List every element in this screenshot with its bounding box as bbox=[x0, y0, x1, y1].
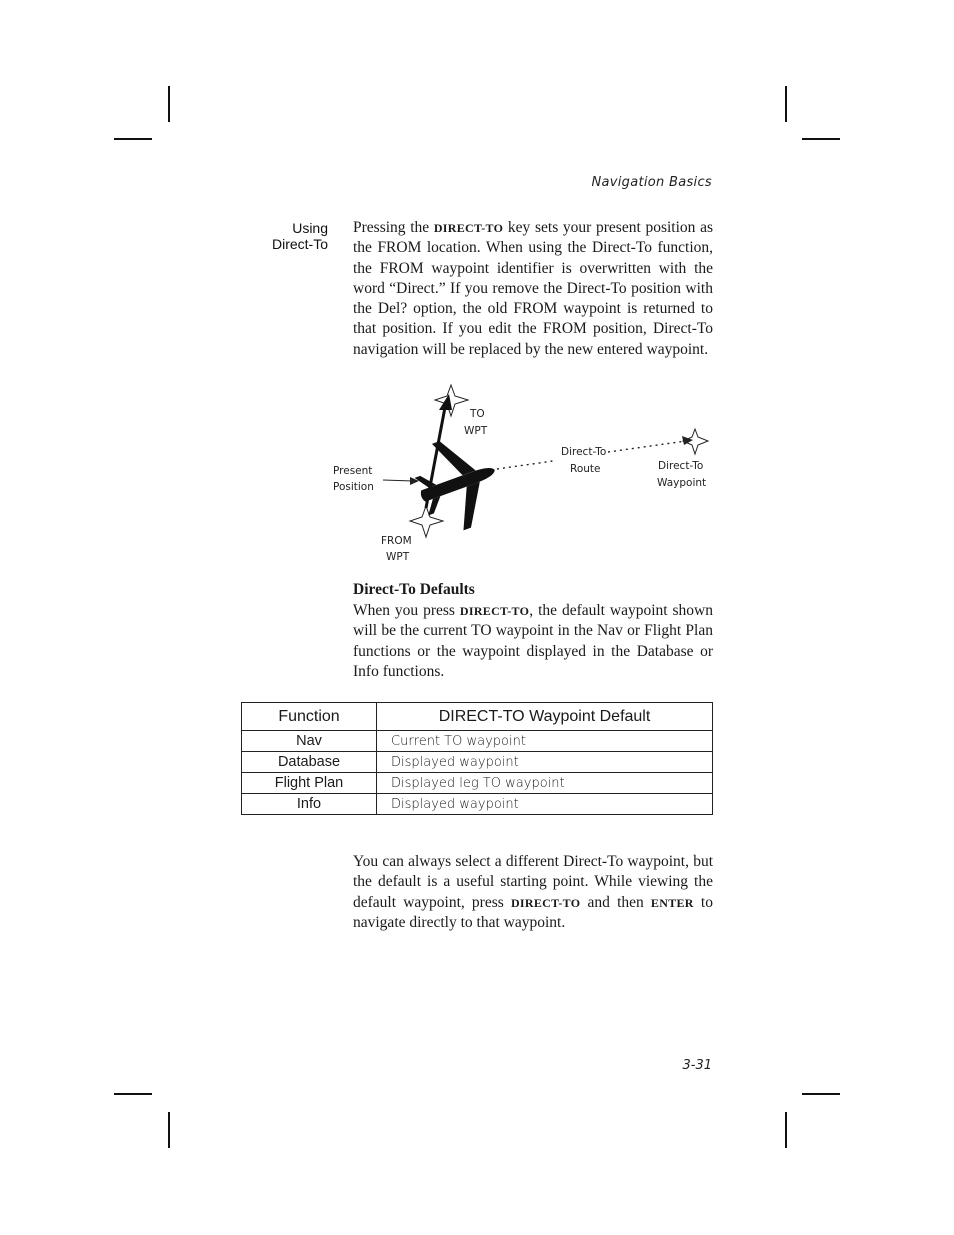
defaults-table bbox=[241, 702, 713, 815]
key-name: DIRECT-TO bbox=[433, 221, 504, 235]
crop-mark bbox=[114, 1093, 152, 1095]
column-header: Function bbox=[242, 703, 377, 731]
page-number: 3-31 bbox=[682, 1058, 712, 1073]
table-row bbox=[242, 731, 713, 752]
route-label: Route bbox=[570, 463, 601, 475]
to-wpt-label: WPT bbox=[464, 425, 488, 437]
from-wpt-label: WPT bbox=[386, 551, 410, 563]
text-run: to navigate directly to that waypoint. bbox=[353, 893, 713, 931]
crop-mark bbox=[785, 86, 787, 122]
present-position-label: Present bbox=[333, 465, 373, 477]
running-header: Navigation Basics bbox=[591, 175, 712, 190]
to-waypoint-icon bbox=[435, 385, 468, 416]
text-run: You can always select a different Direct-To waypoint, but the default is a useful starting point. While viewing the default waypoint, press bbox=[353, 853, 713, 911]
table-row bbox=[242, 752, 713, 773]
from-wpt-label: FROM bbox=[381, 535, 412, 547]
function-cell: Nav bbox=[242, 731, 377, 752]
key-name: DIRECT-TO bbox=[459, 604, 530, 618]
to-wpt-label: TO bbox=[470, 408, 485, 420]
column-header: DIRECT-TO Waypoint Default bbox=[377, 703, 713, 731]
text-run: and then bbox=[580, 893, 651, 911]
default-cell: Displayed waypoint bbox=[377, 794, 713, 815]
crop-mark bbox=[785, 1112, 787, 1148]
key-name: DIRECT-TO bbox=[510, 895, 581, 910]
defaults-heading: Direct-To Defaults bbox=[353, 581, 475, 598]
default-cell: Displayed leg TO waypoint bbox=[377, 773, 713, 794]
present-position-pointer bbox=[383, 480, 413, 481]
section-side-heading bbox=[240, 220, 328, 252]
crop-mark bbox=[168, 1112, 170, 1148]
function-cell: Flight Plan bbox=[242, 773, 377, 794]
side-heading-line2: Direct-To bbox=[271, 236, 328, 252]
defaults-paragraph bbox=[353, 601, 713, 682]
text-run: , the default waypoint shown will be the current TO waypoint in the Nav or Flight Plan functions or the waypoint displayed in the Database or Info functions. bbox=[353, 602, 713, 680]
from-waypoint-icon bbox=[410, 506, 443, 537]
side-heading-line1: Using bbox=[292, 220, 328, 236]
key-name: ENTER bbox=[650, 895, 694, 910]
closing-paragraph bbox=[353, 852, 713, 933]
intro-paragraph bbox=[353, 218, 713, 360]
table-row bbox=[242, 773, 713, 794]
route-label: Direct-To bbox=[561, 446, 607, 458]
route-dotted-line-2 bbox=[608, 441, 686, 452]
dest-label: Waypoint bbox=[657, 477, 707, 489]
default-cell: Displayed waypoint bbox=[377, 752, 713, 773]
crop-mark bbox=[802, 138, 840, 140]
text-run: When you press bbox=[353, 602, 460, 619]
route-dotted-line bbox=[497, 461, 553, 469]
crop-mark bbox=[114, 138, 152, 140]
present-position-label: Position bbox=[333, 481, 374, 493]
airplane-icon bbox=[406, 427, 511, 540]
direct-to-diagram bbox=[325, 380, 720, 570]
table-row bbox=[242, 794, 713, 815]
text-run: key sets your present position as the FROM location. When using the Direct-To function, the FROM waypoint identifier is overwritten with the word “Direct.” If you remove the Direct-To position with the Del? option, the old FROM waypoint is returned to that position. If you edit the FROM position, Direct-To navigation will be replaced by the new entered waypoint. bbox=[353, 219, 714, 358]
crop-mark bbox=[168, 86, 170, 122]
function-cell: Info bbox=[242, 794, 377, 815]
text-run: Pressing the bbox=[353, 219, 434, 236]
function-cell: Database bbox=[242, 752, 377, 773]
table-header-row bbox=[242, 703, 713, 731]
crop-mark bbox=[802, 1093, 840, 1095]
dest-label: Direct-To bbox=[658, 460, 704, 472]
default-cell: Current TO waypoint bbox=[377, 731, 713, 752]
